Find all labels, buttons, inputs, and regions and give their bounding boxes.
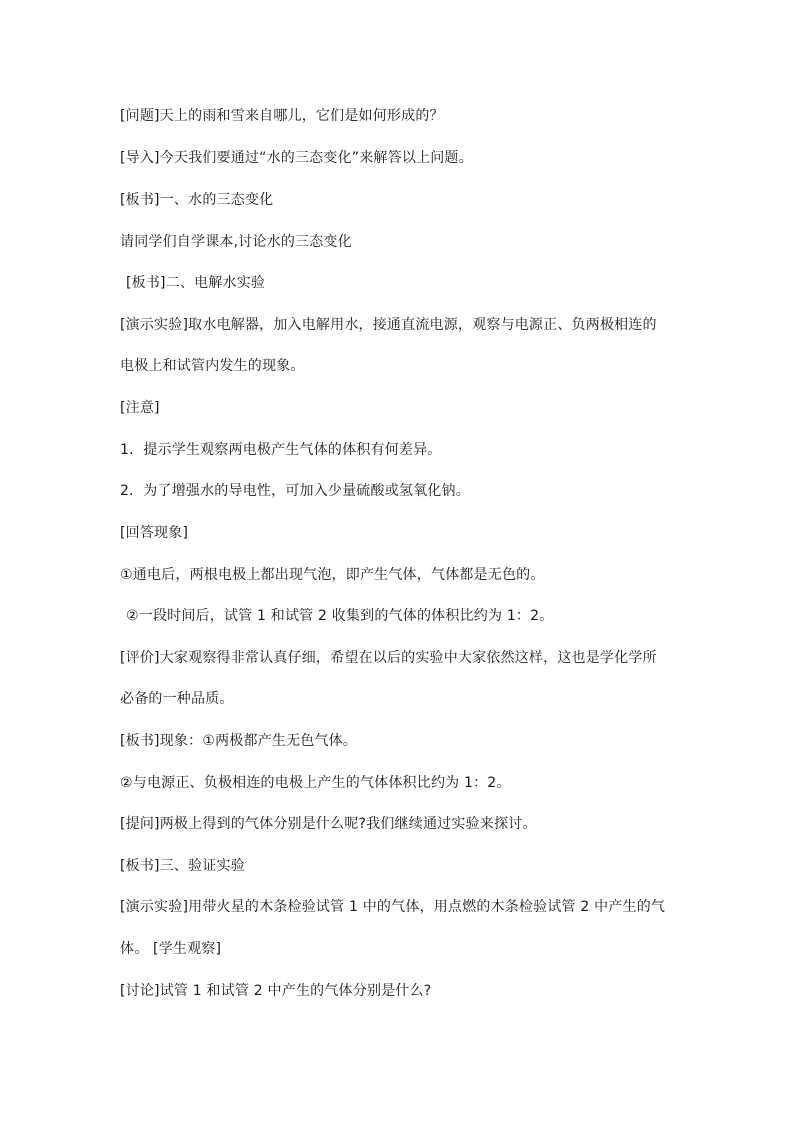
text-line: 1．提示学生观察两电极产生气体的体积有何差异。: [120, 442, 442, 458]
text-line: [提问]两极上得到的气体分别是什么呢?我们继续通过实验来探讨。: [120, 816, 537, 832]
text-line: [演示实验]取水电解器，加入电解用水，接通直流电源，观察与电源正、负两极相连的: [120, 317, 657, 333]
text-line: [板书]二、电解水实验: [126, 275, 266, 291]
text-line: 请同学们自学课本,讨论水的三态变化: [120, 234, 352, 250]
text-line: [评价]大家观察得非常认真仔细，希望在以后的实验中大家依然这样，这也是学化学所: [120, 650, 657, 666]
text-line: [导入]今天我们要通过“水的三态变化”来解答以上问题。: [120, 150, 473, 166]
text-line: [讨论]试管 1 和试管 2 中产生的气体分别是什么?: [120, 983, 432, 999]
text-line: [板书]一、水的三态变化: [120, 192, 274, 208]
text-line: 电极上和试管内发生的现象。: [120, 358, 305, 374]
text-line: [回答现象]: [120, 525, 189, 541]
text-line: 2．为了增强水的导电性，可加入少量硫酸或氢氧化钠。: [120, 483, 470, 499]
text-line: [演示实验]用带火星的木条检验试管 1 中的气体，用点燃的木条检验试管 2 中产生的气: [120, 899, 666, 915]
text-line: ②与电源正、负极相连的电极上产生的气体体积比约为 1：2。: [120, 775, 511, 791]
text-line: ②一段时间后，试管 1 和试管 2 收集到的气体的体积比约为 1：2。: [126, 608, 554, 624]
text-line: [板书]三、验证实验: [120, 858, 245, 874]
text-line: [板书]现象：①两极都产生无色气体。: [120, 733, 358, 749]
text-line: [注意]: [120, 400, 160, 416]
text-line: 体。 [学生观察]: [120, 941, 222, 957]
text-line: [问题]天上的雨和雪来自哪儿，它们是如何形成的？: [120, 108, 444, 124]
text-line: 必备的一种品质。: [120, 691, 234, 707]
text-line: ①通电后，两根电极上都出现气泡，即产生气体，气体都是无色的。: [120, 567, 545, 583]
